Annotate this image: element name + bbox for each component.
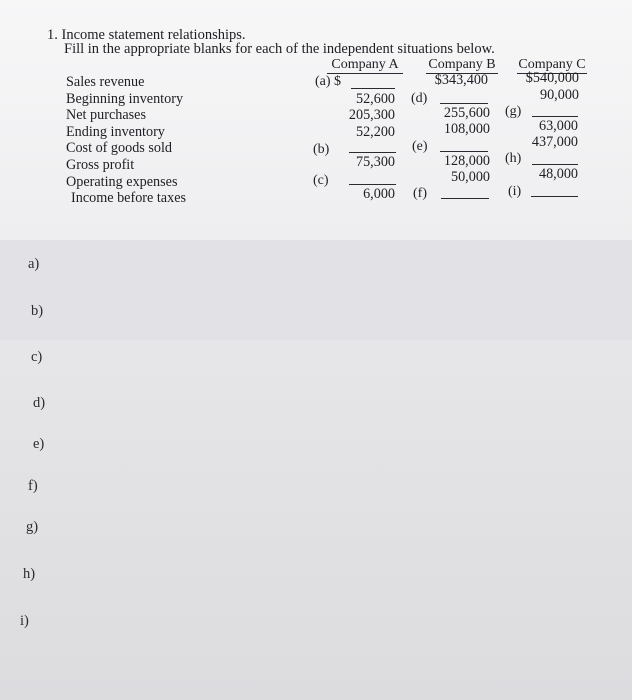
blank-marker-g: (g) bbox=[505, 104, 522, 119]
company-c-ending-inventory: 63,000 bbox=[538, 118, 578, 134]
column-header-company-c: Company C bbox=[518, 57, 586, 72]
blank-marker-a: (a) $ bbox=[315, 74, 342, 89]
answer-label-b: b) bbox=[31, 303, 44, 319]
answer-label-h: h) bbox=[23, 566, 36, 582]
row-label-income-before-taxes: Income before taxes bbox=[71, 190, 187, 206]
company-b-net-purchases: 255,600 bbox=[443, 105, 490, 121]
company-a-beginning-inventory: 52,600 bbox=[355, 91, 395, 107]
blank-line-e[interactable] bbox=[440, 151, 488, 152]
column-header-company-a: Company A bbox=[327, 57, 403, 74]
answer-label-a: a) bbox=[28, 256, 40, 272]
blank-marker-f: (f) bbox=[413, 186, 427, 201]
blank-marker-d: (d) bbox=[411, 91, 428, 106]
company-a-gross-profit: 75,300 bbox=[355, 154, 395, 170]
problem-title: 1. Income statement relationships. bbox=[47, 27, 246, 43]
row-label-cost-of-goods-sold: Cost of goods sold bbox=[66, 140, 173, 156]
company-b-sales-revenue: $343,400 bbox=[434, 72, 488, 88]
blank-line-f[interactable] bbox=[441, 198, 489, 199]
row-label-net-purchases: Net purchases bbox=[66, 107, 146, 123]
company-b-operating-expenses: 50,000 bbox=[450, 169, 490, 185]
page-shadow bbox=[0, 240, 632, 340]
blank-line-b[interactable] bbox=[349, 152, 396, 153]
row-label-ending-inventory: Ending inventory bbox=[66, 124, 165, 140]
problem-instructions: Fill in the appropriate blanks for each of the independent situations below. bbox=[64, 41, 495, 57]
blank-line-a[interactable] bbox=[351, 88, 395, 89]
column-header-company-b: Company B bbox=[426, 57, 498, 74]
blank-marker-i: (i) bbox=[508, 184, 522, 199]
blank-marker-b: (b) bbox=[313, 142, 330, 157]
blank-line-d[interactable] bbox=[440, 103, 488, 104]
answer-label-g: g) bbox=[26, 519, 39, 535]
company-a-net-purchases: 205,300 bbox=[348, 107, 395, 123]
blank-line-c[interactable] bbox=[349, 184, 396, 185]
blank-marker-h: (h) bbox=[505, 151, 522, 166]
answer-label-e: e) bbox=[33, 436, 45, 452]
row-label-operating-expenses: Operating expenses bbox=[66, 174, 178, 190]
row-label-sales-revenue: Sales revenue bbox=[66, 74, 145, 90]
company-c-operating-expenses: 48,000 bbox=[538, 166, 578, 182]
blank-marker-e: (e) bbox=[412, 139, 428, 154]
row-label-beginning-inventory: Beginning inventory bbox=[66, 91, 184, 107]
answer-label-f: f) bbox=[28, 478, 38, 494]
row-label-gross-profit: Gross profit bbox=[66, 157, 135, 173]
company-c-beginning-inventory: 90,000 bbox=[539, 87, 579, 103]
blank-marker-c: (c) bbox=[313, 173, 329, 188]
company-b-ending-inventory: 108,000 bbox=[443, 121, 490, 137]
blank-line-g[interactable] bbox=[532, 116, 578, 117]
answer-label-i: i) bbox=[20, 613, 29, 629]
company-a-ending-inventory: 52,200 bbox=[355, 124, 395, 140]
company-c-sales-revenue: $540,000 bbox=[525, 70, 579, 86]
blank-line-h[interactable] bbox=[532, 164, 578, 165]
answer-label-d: d) bbox=[33, 395, 46, 411]
blank-line-i[interactable] bbox=[531, 196, 578, 197]
company-b-gross-profit: 128,000 bbox=[443, 153, 490, 169]
answer-label-c: c) bbox=[31, 349, 43, 365]
company-c-cost-of-goods-sold: 437,000 bbox=[531, 134, 578, 150]
company-a-income-before-taxes: 6,000 bbox=[363, 186, 395, 202]
